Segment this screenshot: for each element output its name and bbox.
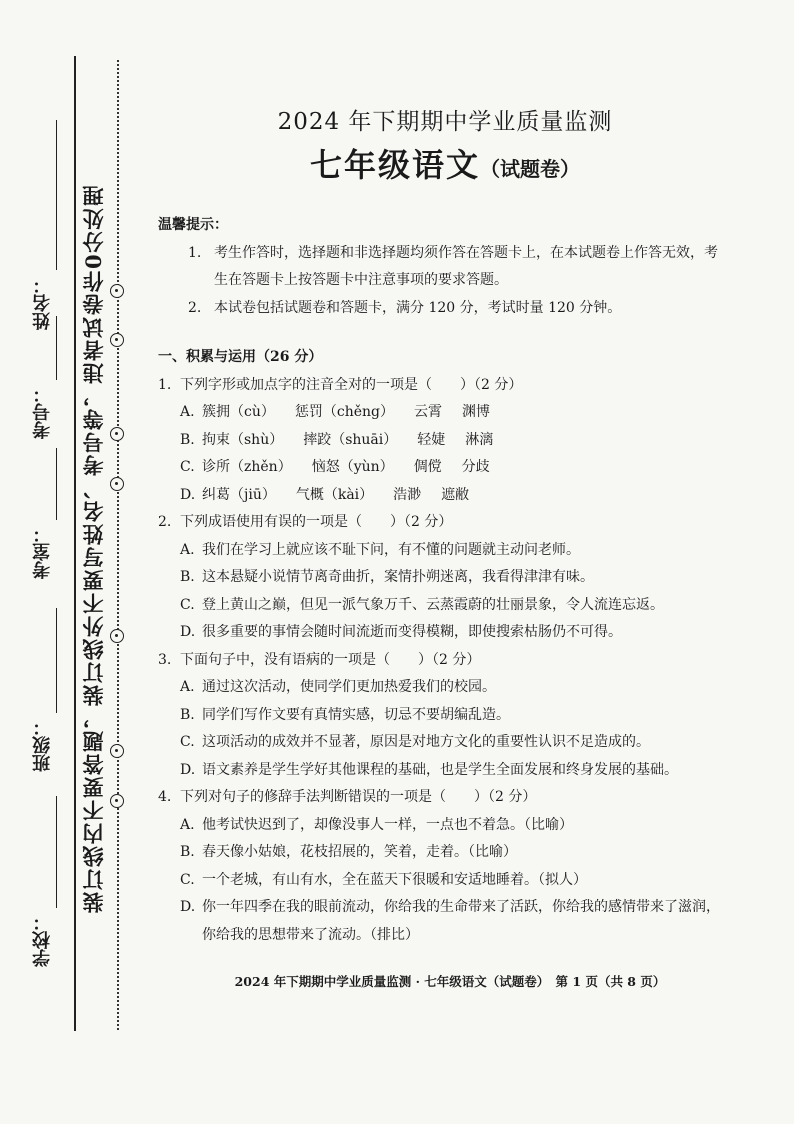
option-letter: A. bbox=[180, 404, 195, 420]
option-d[interactable] bbox=[158, 482, 748, 510]
option-d[interactable] bbox=[158, 757, 748, 785]
option-letter: D. bbox=[180, 899, 196, 915]
binding-hole-icon bbox=[110, 333, 124, 347]
school-line[interactable] bbox=[56, 796, 57, 908]
option-letter: A. bbox=[180, 541, 195, 558]
option-text: 语文素养是学生学好其他课程的基础，也是学生全面发展和终身发展的基础。 bbox=[202, 761, 678, 778]
option-word: 浩渺 bbox=[393, 486, 422, 503]
question-number: 1. bbox=[158, 376, 172, 393]
option-c[interactable] bbox=[158, 454, 748, 482]
binding-warning: 装订线内不要答题，装订线外不要写姓名、考号等，违者试卷作0分处理 bbox=[81, 183, 106, 913]
option-text: 这本悬疑小说情节离奇曲折，案情扑朔迷离，我看得津津有味。 bbox=[202, 569, 594, 585]
question-3 bbox=[158, 647, 748, 675]
option-letter: D. bbox=[180, 761, 196, 778]
binding-hole-icon bbox=[110, 284, 124, 298]
question-stem: 下面句子中，没有语病的一项是（ ）（2 分） bbox=[180, 651, 481, 668]
question-4 bbox=[158, 784, 748, 812]
tips-heading: 温馨提示： bbox=[158, 217, 228, 233]
question-1 bbox=[158, 372, 748, 400]
option-word: 气概（kài） bbox=[295, 486, 374, 503]
tip-item bbox=[158, 295, 748, 323]
option-c[interactable] bbox=[158, 592, 748, 620]
exam-content bbox=[158, 212, 748, 949]
option-letter: C. bbox=[180, 871, 195, 888]
exam-room-label: 考室： bbox=[32, 525, 53, 579]
exam-room-line[interactable] bbox=[56, 448, 57, 520]
name-line[interactable] bbox=[56, 120, 57, 270]
class-label: 班级： bbox=[32, 718, 53, 772]
page-title: 2024 年下期期中学业质量监测 bbox=[277, 109, 613, 135]
binding-hole-icon bbox=[110, 477, 124, 491]
option-text: 这项活动的成效并不显著，原因是对地方文化的重要性认识不足造成的。 bbox=[202, 734, 650, 750]
option-word: 淋漓 bbox=[465, 431, 494, 448]
option-word: 恼怒（yùn） bbox=[311, 459, 394, 475]
option-letter: B. bbox=[180, 844, 195, 860]
option-word: 倜傥 bbox=[413, 459, 442, 475]
option-letter: B. bbox=[180, 706, 195, 723]
question-stem: 下列字形或加点字的注音全对的一项是（ ）（2 分） bbox=[180, 376, 523, 393]
exam-number-label: 考号： bbox=[32, 385, 53, 439]
option-word: 轻婕 bbox=[417, 431, 446, 448]
page-footer: 2024 年下期期中学业质量监测 · 七年级语文（试题卷） 第 1 页（共 8 页） bbox=[234, 974, 666, 989]
name-label: 姓名： bbox=[32, 276, 53, 330]
binding-dotted-line bbox=[117, 60, 119, 1030]
tip-text: 考生作答时，选择题和非选择题均须作答在答题卡上，在本试题卷上作答无效，考 bbox=[214, 244, 718, 261]
option-word: 摔跤（shuāi） bbox=[303, 431, 398, 448]
option-a[interactable] bbox=[158, 537, 748, 565]
tip-number: 1. bbox=[188, 244, 202, 261]
question-stem: 下列对句子的修辞手法判断错误的一项是（ ）（2 分） bbox=[180, 789, 537, 805]
option-c[interactable] bbox=[158, 867, 748, 895]
tip-text: 本试卷包括试题卷和答题卡，满分 120 分，考试时量 120 分钟。 bbox=[214, 299, 622, 316]
option-b[interactable] bbox=[158, 702, 748, 730]
option-d[interactable] bbox=[158, 619, 748, 647]
option-text: 春天像小姑娘，花枝招展的，笑着，走着。（比喻） bbox=[202, 844, 517, 860]
option-word: 云霄 bbox=[413, 404, 442, 420]
option-word: 纠葛（jiū） bbox=[202, 486, 276, 503]
option-letter: B. bbox=[180, 569, 195, 585]
option-letter: A. bbox=[180, 679, 195, 695]
option-text-continued: 你给我的思想带来了流动。（排比） bbox=[202, 926, 419, 943]
question-number: 2. bbox=[158, 514, 172, 530]
option-b[interactable] bbox=[158, 427, 748, 455]
option-letter: C. bbox=[180, 734, 195, 750]
option-letter: B. bbox=[180, 431, 195, 448]
option-text: 通过这次活动，使同学们更加热爱我们的校园。 bbox=[202, 679, 496, 695]
binding-hole-icon bbox=[110, 629, 124, 643]
option-text: 你一年四季在我的眼前流动，你给我的生命带来了活跃，你给我的感情带来了滋润， bbox=[202, 899, 720, 915]
question-number: 3. bbox=[158, 651, 172, 668]
option-word: 簇拥（cù） bbox=[202, 404, 275, 420]
option-word: 渊博 bbox=[461, 404, 490, 420]
option-text: 一个老城，有山有水，全在蓝天下很暖和安适地睡着。（拟人） bbox=[202, 871, 587, 888]
option-word: 惩罚（chěng） bbox=[294, 404, 394, 420]
option-b[interactable] bbox=[158, 839, 748, 867]
binding-hole-icon bbox=[110, 427, 124, 441]
page-subtitle bbox=[150, 140, 740, 186]
option-text: 登上黄山之巅，但见一派气象万千、云蒸霞蔚的壮丽景象，令人流连忘返。 bbox=[202, 596, 664, 613]
option-text: 同学们写作文要有真情实感，切忌不要胡编乱造。 bbox=[202, 706, 510, 723]
subtitle-paren: （试题卷） bbox=[480, 157, 580, 181]
option-a[interactable] bbox=[158, 674, 748, 702]
binding-hole-icon bbox=[110, 794, 124, 808]
option-d[interactable] bbox=[158, 894, 748, 922]
option-letter: A. bbox=[180, 816, 195, 833]
option-c[interactable] bbox=[158, 729, 748, 757]
binding-margin bbox=[0, 0, 150, 1124]
question-stem: 下列成语使用有误的一项是（ ）（2 分） bbox=[180, 514, 453, 530]
tip-item bbox=[158, 240, 748, 268]
option-text: 我们在学习上就应该不耻下问，有不懂的问题就主动问老师。 bbox=[202, 541, 580, 558]
option-text: 他考试快迟到了，却像没事人一样，一点也不着急。（比喻） bbox=[202, 816, 573, 833]
option-word: 遮敝 bbox=[441, 486, 470, 503]
school-label: 学校： bbox=[32, 913, 53, 967]
subtitle-text: 七年级语文 bbox=[309, 146, 480, 184]
option-letter: D. bbox=[180, 624, 196, 640]
tip-text-continued: 生在答题卡上按答题卡中注意事项的要求答题。 bbox=[214, 272, 508, 288]
option-letter: C. bbox=[180, 459, 195, 475]
option-b[interactable] bbox=[158, 564, 748, 592]
option-word: 诊所（zhěn） bbox=[202, 459, 292, 475]
option-word: 分歧 bbox=[461, 459, 490, 475]
option-text: 很多重要的事情会随时间流逝而变得模糊，即使搜索枯肠仍不可得。 bbox=[202, 624, 622, 640]
option-letter: C. bbox=[180, 596, 195, 613]
binding-hole-icon bbox=[110, 744, 124, 758]
option-word: 拘束（shù） bbox=[202, 431, 284, 448]
option-a[interactable] bbox=[158, 812, 748, 840]
tip-number: 2. bbox=[188, 299, 202, 316]
option-a[interactable] bbox=[158, 399, 748, 427]
question-number: 4. bbox=[158, 789, 172, 805]
class-line[interactable] bbox=[56, 608, 57, 713]
option-letter: D. bbox=[180, 486, 196, 503]
question-2 bbox=[158, 509, 748, 537]
exam-number-line[interactable] bbox=[56, 316, 57, 380]
section-heading: 一、积累与运用（26 分） bbox=[158, 349, 323, 365]
